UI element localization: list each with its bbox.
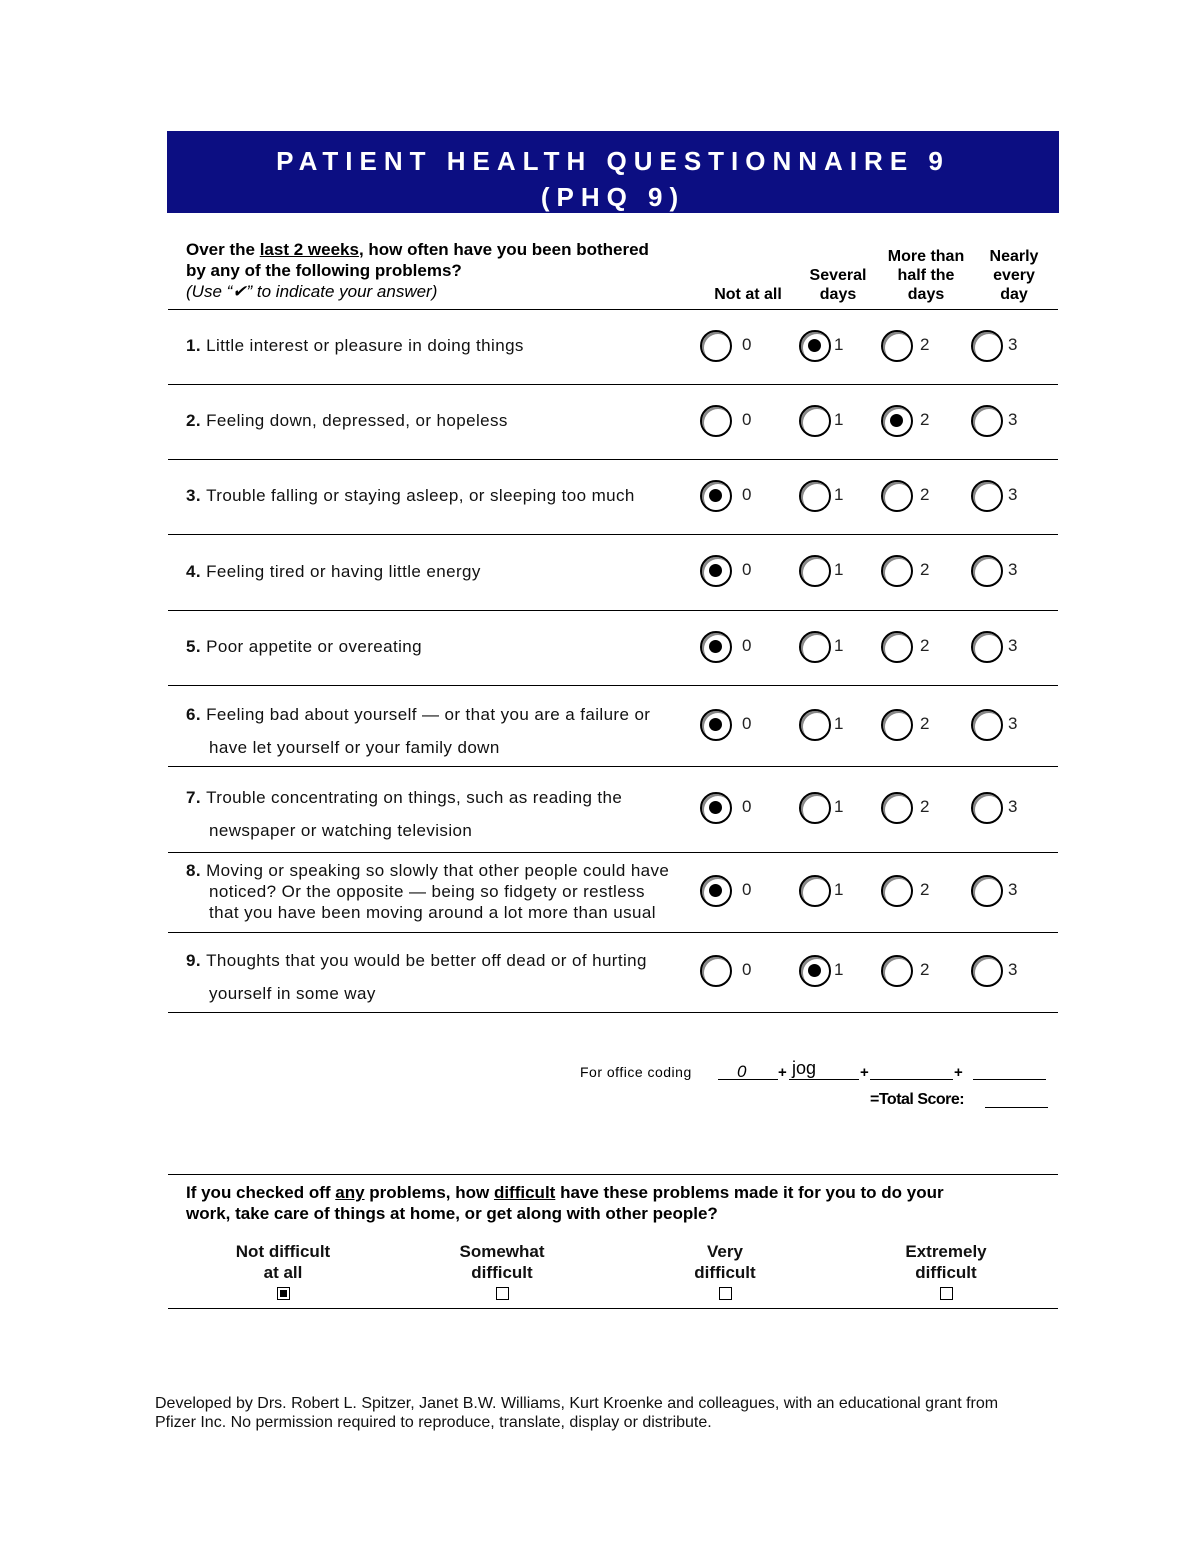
question-text: Little interest or pleasure in doing things <box>206 336 524 355</box>
q4-option-2-radio[interactable] <box>881 555 913 587</box>
question-4 <box>186 561 686 582</box>
office-coding-entry-2: jog <box>792 1058 817 1078</box>
row-divider <box>168 932 1058 933</box>
difficulty-text-mid: problems, how <box>364 1183 494 1202</box>
question-text: yourself in some way <box>209 984 376 1003</box>
row-divider <box>168 610 1058 611</box>
row-divider <box>168 459 1058 460</box>
footer-line-2: Pfizer Inc. No permission required to reproduce, translate, display or distribute. <box>155 1414 712 1431</box>
section-divider <box>168 1308 1058 1309</box>
q5-option-3-radio[interactable] <box>971 631 1003 663</box>
option-value: 0 <box>742 880 752 899</box>
difficulty-option-1 <box>183 1241 383 1305</box>
question-7 <box>186 781 686 847</box>
q1-option-3-radio[interactable] <box>971 330 1003 362</box>
prompt-text: Over the <box>186 240 260 259</box>
difficulty-option-4 <box>846 1241 1046 1305</box>
q1-option-1-radio[interactable] <box>799 330 831 362</box>
q8-option-1-radio[interactable] <box>799 875 831 907</box>
q2-option-1-radio[interactable] <box>799 405 831 437</box>
option-value: 2 <box>920 635 930 655</box>
option-value: 1 <box>834 713 844 733</box>
q4-option-1-radio[interactable] <box>799 555 831 587</box>
difficulty-option-3 <box>625 1241 825 1305</box>
option-value: 3 <box>1008 960 1018 979</box>
option-value: 0 <box>742 560 752 579</box>
q3-option-1-radio[interactable] <box>799 480 831 512</box>
option-value: 0 <box>742 484 752 504</box>
question-number: 9. <box>186 951 207 970</box>
q9-option-0-radio[interactable] <box>700 955 732 987</box>
question-3 <box>186 485 686 506</box>
office-coding-field-1[interactable] <box>718 1079 778 1080</box>
office-coding-field-3[interactable] <box>870 1079 953 1080</box>
question-text: have let yourself or your family down <box>209 737 500 757</box>
question-text: Feeling down, depressed, or hopeless <box>206 411 508 430</box>
row-divider <box>168 1012 1058 1013</box>
question-number: 8. <box>186 860 207 880</box>
question-number: 3. <box>186 486 207 505</box>
checkbox-wrap <box>402 1283 602 1305</box>
option-value: 2 <box>920 334 930 354</box>
office-coding-field-4[interactable] <box>973 1079 1046 1080</box>
q5-option-0-radio[interactable] <box>700 631 732 663</box>
option-value: 0 <box>742 635 752 655</box>
question-text: Feeling bad about yourself — or that you are a failure or <box>206 704 651 724</box>
option-value: 3 <box>1008 334 1018 354</box>
option-value: 0 <box>742 334 752 354</box>
column-header-not-at-all: Not at all <box>714 286 782 303</box>
q6-option-1-radio[interactable] <box>799 709 831 741</box>
column-header-nearly-every-day: Nearly every day <box>989 248 1039 303</box>
difficulty-text: If you checked off <box>186 1183 336 1202</box>
option-value: 3 <box>1008 713 1018 733</box>
question-number: 1. <box>186 336 207 355</box>
difficulty-text-after: have these problems made it for you to do your <box>555 1183 944 1202</box>
title-line-2: (PHQ 9) <box>540 182 686 212</box>
option-value: 0 <box>742 797 752 816</box>
option-value: 3 <box>1008 797 1018 816</box>
option-value: 3 <box>1008 560 1018 579</box>
q4-option-3-radio[interactable] <box>971 555 1003 587</box>
question-text: that you have been moving around a lot more than usual <box>209 902 656 922</box>
q9-option-2-radio[interactable] <box>881 955 913 987</box>
column-header-more-than-half: More than half the days <box>887 248 965 303</box>
row-divider <box>168 534 1058 535</box>
q1-option-0-radio[interactable] <box>700 330 732 362</box>
row-divider <box>168 309 1058 310</box>
row-divider <box>168 852 1058 853</box>
option-value: 0 <box>742 960 752 979</box>
option-value: 2 <box>920 960 930 979</box>
title-banner <box>167 131 1059 213</box>
q6-option-2-radio[interactable] <box>881 709 913 741</box>
difficulty-checkbox[interactable] <box>277 1287 290 1300</box>
difficulty-text-line-2: work, take care of things at home, or get along with other people? <box>186 1204 718 1223</box>
question-number: 2. <box>186 411 207 430</box>
column-header-several-days: Several days <box>809 267 867 303</box>
option-value: 2 <box>920 797 930 816</box>
question-text: Trouble falling or staying asleep, or sleeping too much <box>206 486 635 505</box>
difficulty-checkbox[interactable] <box>719 1287 732 1300</box>
question-text: noticed? Or the opposite — being so fidgety or restless <box>209 881 645 901</box>
q7-option-3-radio[interactable] <box>971 792 1003 824</box>
option-value: 2 <box>920 409 930 429</box>
question-number: 4. <box>186 561 207 581</box>
section-divider <box>168 1174 1058 1175</box>
q6-option-0-radio[interactable] <box>700 709 732 741</box>
question-5 <box>186 636 686 657</box>
total-score-field[interactable] <box>985 1107 1048 1108</box>
q3-option-2-radio[interactable] <box>881 480 913 512</box>
question-text: Trouble concentrating on things, such as reading the <box>206 788 623 807</box>
row-divider <box>168 766 1058 767</box>
office-coding-entry-1: 0 <box>737 1062 747 1081</box>
question-number: 5. <box>186 637 207 656</box>
q7-option-2-radio[interactable] <box>881 792 913 824</box>
question-6 <box>186 698 686 764</box>
question-text: Thoughts that you would be better off dead or of hurting <box>206 951 647 970</box>
plus-sign: + <box>778 1064 787 1081</box>
question-1 <box>186 335 686 356</box>
option-value: 2 <box>920 560 930 579</box>
q7-option-1-radio[interactable] <box>799 792 831 824</box>
option-value: 2 <box>920 880 930 899</box>
q5-option-1-radio[interactable] <box>799 631 831 663</box>
difficulty-checkbox[interactable] <box>496 1287 509 1300</box>
footer-credits <box>155 1394 1055 1432</box>
q9-option-3-radio[interactable] <box>971 955 1003 987</box>
title-line-1: PATIENT HEALTH QUESTIONNAIRE 9 <box>276 146 950 176</box>
option-value: 1 <box>834 635 844 655</box>
q8-option-0-radio[interactable] <box>700 875 732 907</box>
prompt-text-rest: , how often have you been bothered <box>358 240 649 259</box>
difficulty-checkbox[interactable] <box>940 1287 953 1300</box>
q3-option-3-radio[interactable] <box>971 480 1003 512</box>
difficulty-emphasis-difficult: difficult <box>493 1183 556 1202</box>
q6-option-3-radio[interactable] <box>971 709 1003 741</box>
checkbox-wrap <box>625 1283 825 1305</box>
footer-line-1: Developed by Drs. Robert L. Spitzer, Janet B.W. Williams, Kurt Kroenke and colleagues, with an educational grant from <box>155 1395 999 1412</box>
q2-option-2-radio[interactable] <box>881 405 913 437</box>
difficulty-option-label: Very <box>707 1242 743 1261</box>
q9-option-1-radio[interactable] <box>799 955 831 987</box>
prompt-emphasis: last 2 weeks <box>259 240 359 259</box>
question-number: 7. <box>186 788 207 807</box>
difficulty-question <box>186 1182 1046 1224</box>
option-value: 2 <box>920 713 930 733</box>
question-prompt <box>186 239 706 302</box>
q4-option-0-radio[interactable] <box>700 555 732 587</box>
q2-option-0-radio[interactable] <box>700 405 732 437</box>
question-text: newspaper or watching television <box>209 821 473 840</box>
option-value: 3 <box>1008 880 1018 899</box>
question-number: 6. <box>186 704 207 724</box>
option-value: 0 <box>742 713 752 733</box>
question-2 <box>186 410 686 431</box>
row-divider <box>168 685 1058 686</box>
q3-option-0-radio[interactable] <box>700 480 732 512</box>
plus-sign: + <box>954 1064 963 1081</box>
difficulty-option-label: Somewhat <box>459 1242 545 1261</box>
q8-option-2-radio[interactable] <box>881 875 913 907</box>
row-divider <box>168 384 1058 385</box>
office-coding-field-2[interactable] <box>789 1079 859 1080</box>
question-8 <box>186 860 686 923</box>
difficulty-option-label: Not difficult <box>235 1242 331 1261</box>
option-value: 1 <box>834 484 844 504</box>
option-value: 1 <box>834 560 844 579</box>
q2-option-3-radio[interactable] <box>971 405 1003 437</box>
option-value: 1 <box>834 880 844 899</box>
difficulty-emphasis-any: any <box>335 1183 365 1202</box>
question-text: Feeling tired or having little energy <box>206 561 481 581</box>
plus-sign: + <box>860 1064 869 1081</box>
q1-option-2-radio[interactable] <box>881 330 913 362</box>
difficulty-option-label: difficult <box>694 1263 756 1282</box>
option-value: 1 <box>834 797 844 816</box>
option-value: 0 <box>742 409 752 429</box>
total-score-label: =Total Score: <box>870 1091 965 1108</box>
q5-option-2-radio[interactable] <box>881 631 913 663</box>
q7-option-0-radio[interactable] <box>700 792 732 824</box>
question-text: Poor appetite or overeating <box>206 637 422 656</box>
difficulty-option-2 <box>402 1241 602 1305</box>
option-value: 1 <box>834 334 844 354</box>
difficulty-option-label: difficult <box>471 1263 533 1282</box>
option-value: 1 <box>834 409 844 429</box>
question-9 <box>186 944 686 1010</box>
checkbox-wrap <box>846 1283 1046 1305</box>
option-value: 2 <box>920 484 930 504</box>
option-value: 3 <box>1008 635 1018 655</box>
q8-option-3-radio[interactable] <box>971 875 1003 907</box>
difficulty-option-label: at all <box>263 1263 303 1282</box>
difficulty-option-label: difficult <box>915 1263 977 1282</box>
office-coding-label: For office coding <box>580 1064 692 1080</box>
checkbox-wrap <box>183 1283 383 1305</box>
option-value: 3 <box>1008 409 1018 429</box>
option-value: 3 <box>1008 484 1018 504</box>
question-text: Moving or speaking so slowly that other people could have <box>206 860 670 880</box>
difficulty-option-label: Extremely <box>905 1242 987 1261</box>
prompt-instruction: (Use “✔” to indicate your answer) <box>186 282 438 301</box>
prompt-line-2: by any of the following problems? <box>186 261 462 280</box>
option-value: 1 <box>834 960 844 979</box>
